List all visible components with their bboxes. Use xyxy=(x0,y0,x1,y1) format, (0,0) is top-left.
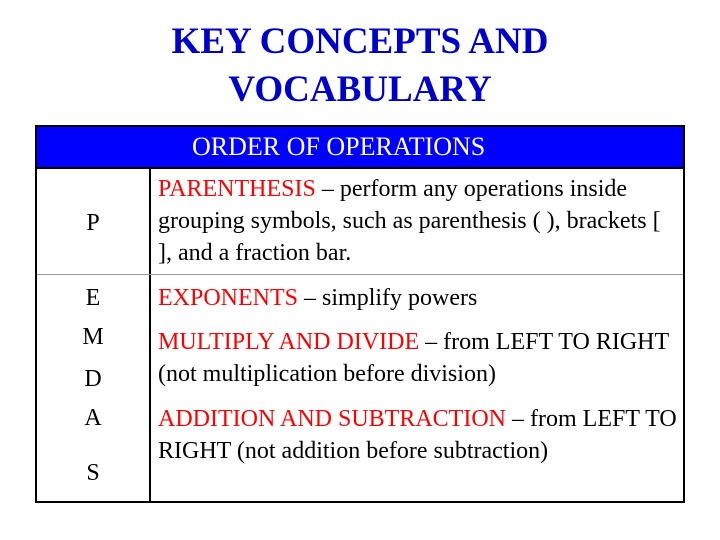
term-addition-subtraction: ADDITION AND SUBTRACTION xyxy=(158,406,506,432)
letter-d: D xyxy=(84,366,102,392)
letter-e: E xyxy=(85,285,101,311)
term-parenthesis: PARENTHESIS xyxy=(158,176,316,202)
title-line-1: KEY CONCEPTS AND xyxy=(171,21,549,62)
table-header xyxy=(37,127,683,167)
table-header-label: ORDER OF OPERATIONS xyxy=(192,132,486,161)
row-divider xyxy=(37,274,683,275)
letter-p: P xyxy=(86,210,100,236)
term-multiply-divide: MULTIPLY AND DIVIDE xyxy=(158,329,420,355)
page-title xyxy=(0,18,720,114)
text-exponents: – simplify powers xyxy=(298,285,478,311)
text-parenthesis: – perform any operations inside grouping symbols, such as parenthesis ( ), brackets [ ], and a fraction bar. xyxy=(158,176,661,266)
column-divider xyxy=(149,167,151,501)
text-multiply-divide: – from LEFT TO RIGHT (not multiplication before division) xyxy=(158,329,669,387)
operations-table xyxy=(35,125,685,503)
text-addition-subtraction: – from LEFT TO RIGHT (not addition before subtraction) xyxy=(158,406,677,464)
desc-parenthesis xyxy=(158,173,678,269)
term-exponents: EXPONENTS xyxy=(158,285,299,311)
desc-addition-subtraction xyxy=(158,403,678,467)
letter-s: S xyxy=(86,460,100,486)
header-divider xyxy=(37,167,683,169)
letter-m: M xyxy=(82,324,104,350)
desc-exponents xyxy=(158,282,678,314)
title-line-2: VOCABULARY xyxy=(228,69,492,110)
desc-multiply-divide xyxy=(158,326,678,390)
letter-a: A xyxy=(84,405,102,431)
